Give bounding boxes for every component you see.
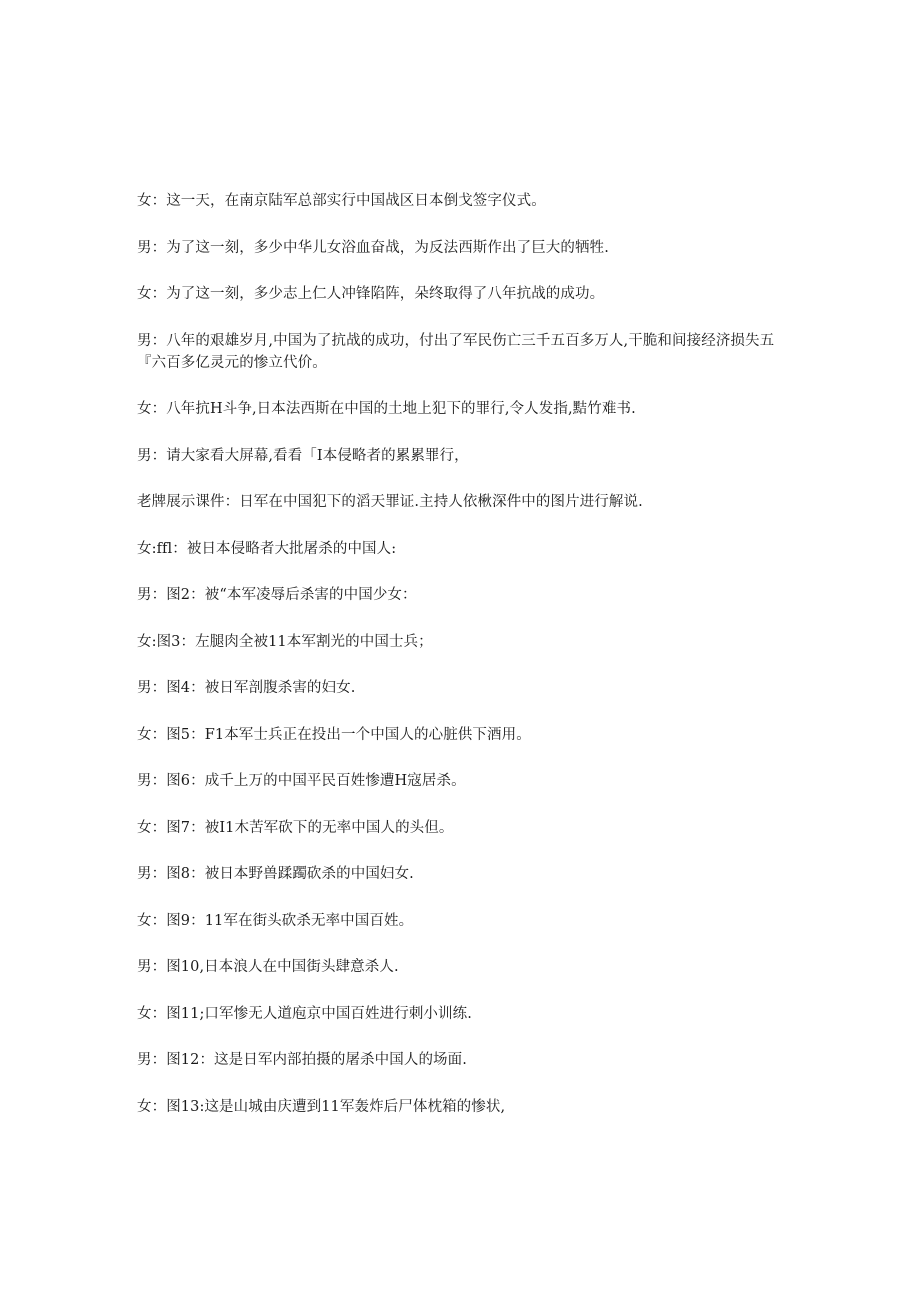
dialogue-line: 女：图11;口军惨无人道庖京中国百姓进行刺小训练. — [137, 1005, 472, 1022]
dialogue-line: 女:图3：左腿肉全被11本军割光的中国士兵； — [137, 633, 433, 650]
dialogue-line: 男：图2：被“本军凌辱后杀害的中国少女： — [137, 587, 417, 603]
dialogue-line: 男：图10,日本浪人在中国街头肆意杀人. — [137, 959, 399, 975]
dialogue-line: 女：这一天，在南京陆军总部实行中国战区日本倒戈签字仪式。 — [137, 193, 546, 209]
dialogue-line: 女：为了这一刻，多少志上仁人冲锋陷阵，朵终取得了八年抗战的成功。 — [137, 286, 605, 302]
dialogue-line: 女：图5：F1本军士兵正在投出一个中国人的心脏供下酒用。 — [137, 726, 531, 743]
dialogue-line: 男：图4：被日军剖腹杀害的妇女. — [137, 680, 356, 696]
dialogue-line: 女:ffl：被日本侵略者大批屠杀的中国人: — [137, 540, 397, 557]
dialogue-line: 男：图6：成千上万的中国平民百姓惨遭H寇居杀。 — [137, 773, 466, 789]
dialogue-line: 女：图13:这是山城由庆遭到11军轰炸后尸体枕箱的惨状, — [137, 1098, 506, 1115]
dialogue-line: 男：八年的艰雄岁月,中国为了抗战的成功，付出了军民伤亡三千五百多万人,干脆和间接经济损失五『六百多亿灵元的惨立代价。 — [137, 332, 775, 371]
stage-direction: 老牌展示课件：日军在中国犯下的滔天罪证.主持人依楸深件中的图片进行解说. — [137, 494, 643, 510]
dialogue-line: 女：图7：被I1木苦军砍下的无率中国人的头但。 — [137, 819, 454, 836]
dialogue-line: 男：图12：这是日军内部拍摄的屠杀中国人的场面. — [137, 1052, 467, 1068]
dialogue-line: 男：请大家看大屏幕,看看「I本侵略者的累累罪行， — [137, 447, 469, 464]
document-body — [137, 190, 797, 1142]
dialogue-line: 女：图9：11军在街头砍杀无率中国百姓。 — [137, 912, 414, 929]
dialogue-line: 男：为了这一刻，多少中华儿女浴血奋战，为反法西斯作出了巨大的牺牲. — [137, 239, 609, 256]
dialogue-line: 男：图8：被日本野兽蹂躅砍杀的中国妇女. — [137, 866, 414, 882]
dialogue-line: 女：八年抗H斗争,日本法西斯在中国的土地上犯下的罪行,令人发指,黠竹难书. — [137, 401, 636, 417]
